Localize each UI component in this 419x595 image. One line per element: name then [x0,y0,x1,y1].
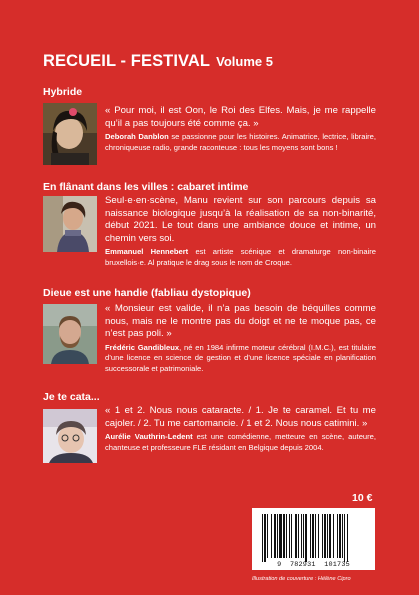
barcode-bar [274,514,276,558]
volume-label: Volume 5 [216,54,273,69]
entry-heading: Je te cata... [43,391,100,403]
author-photo-frederic-gandibleux [43,304,97,364]
author-bio-text: est artiste scénique et dramaturge non-binaire bruxellois·e. Al pratique le drag sous le nom de Croque. [105,247,376,267]
author-bio [105,343,376,375]
entry-heading: En flânant dans les villes : cabaret intime [43,181,249,193]
barcode-bars [252,508,375,562]
entry-quote: « 1 et 2. Nous nous cataracte. / 1. Je te caramel. Et tu me cajoler. / 2. Tu me cartomancie. / 1 et 2. Nous nous catimini. » [105,405,376,429]
price-label: 10 € [352,492,373,504]
barcode-bar [347,514,348,562]
author-name: Aurélie Vauthrin-Ledent [105,432,193,442]
author-photo-emmanuel-hennebert [43,196,97,252]
barcode-bar [271,514,272,558]
isbn-lead-digit: 9 [277,561,282,569]
barcode-bar [339,514,341,558]
barcode-bar [310,514,311,558]
barcode-bar [286,514,287,558]
entry-text-block [105,405,376,453]
author-name: Emmanuel Hennebert [105,247,189,257]
barcode-bar [289,514,290,558]
barcode-bar [318,514,319,558]
barcode-bar [267,514,268,558]
barcode-bar [315,514,316,558]
barcode-bar [342,514,343,558]
entry-text-block [105,303,376,374]
author-bio [105,432,376,453]
isbn-digits [252,561,375,569]
barcode-bar [324,514,326,558]
barcode-bar [333,514,334,558]
barcode-bar [305,514,307,562]
entry-text-block [105,195,376,268]
barcode-bar [262,514,263,562]
barcode-bar [322,514,323,558]
barcode-bar [291,514,292,558]
author-bio [105,247,376,268]
barcode-bar [264,514,266,562]
cover-title [43,52,273,71]
barcode-bar [312,514,314,558]
collection-title: RECUEIL - FESTIVAL [43,52,211,70]
entry-quote: Seul·e·en·scène, Manu revient sur son parcours depuis sa naissance biologique jusqu’à la réalisation de sa non-binarité, début 2021. Le tout dans une ambiance douce et intime, un chemin vers soi. [105,195,376,244]
author-bio-text: , né en 1984 infirme moteur cérébral (I.M.C.), est titulaire d’une licence en science de gestion et d’une licence spéciale en planification successorale et patrimoniale. [105,342,376,373]
barcode-bar [327,514,328,558]
barcode-bar [298,514,299,558]
barcode-bar [283,514,285,558]
barcode-bar [344,514,345,562]
barcode-bar [277,514,278,558]
barcode-bar [301,514,302,558]
author-name: Deborah Danblon [105,132,169,142]
barcode-bar [337,514,338,558]
isbn-group-2: 101735 [324,561,350,569]
author-bio [105,132,376,153]
barcode-bar [303,514,304,558]
author-bio-text: se passionne pour les histoires. Animatrice, lectrice, libraire, chroniqueuse radio, grande raconteuse : tous les moyens sont bons ! [105,132,376,152]
author-name: Frédéric Gandibleux [105,342,180,352]
entry-heading: Hybride [43,86,83,98]
entry-heading: Dieue est une handie (fabliau dystopique) [43,287,251,299]
barcode-bar [279,514,282,558]
entry-text-block [105,105,376,153]
author-photo-aurelie-vauthrin-ledent [43,409,97,463]
entry-quote: « Monsieur est valide, il n’a pas besoin de béquilles comme nous, mais ne le montre pas du doigt et ne te moque pas, ce n’est pas poli. » [105,303,376,340]
isbn-group-1: 782931 [289,561,316,569]
author-bio-text: est une comédienne, metteure en scène, auteure, chanteuse et professeure FLE résidant en Belgique depuis 2004. [105,432,376,452]
barcode-bar [295,514,297,558]
entry-quote: « Pour moi, il est Oon, le Roi des Elfes. Mais, je me rappelle qu’il a pas toujours été comme ça. » [105,105,376,129]
author-photo-deborah-danblon [43,103,97,165]
barcode-bar [329,514,331,558]
cover-illustration-credit: Illustration de couverture : Hélène Cipro [252,576,351,582]
